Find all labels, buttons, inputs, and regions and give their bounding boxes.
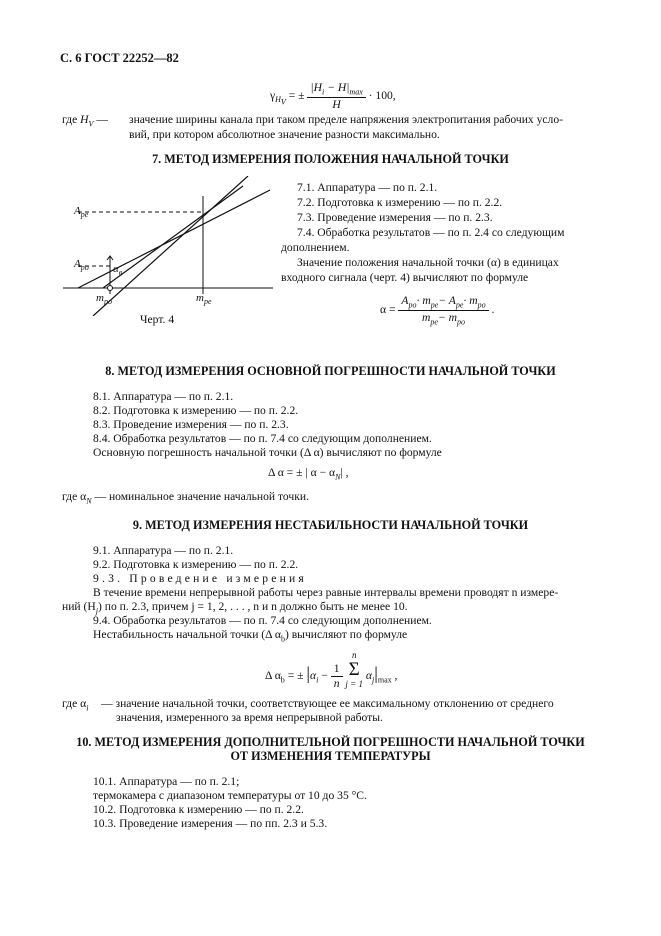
s9-item3: 9.3. Проведение измерения [93, 572, 307, 585]
s7-para2: входного сигнала (черт. 4) вычисляют по формуле [281, 271, 529, 284]
label-a-pe: $A_{pe}$ [74, 205, 89, 220]
s7-item4b: дополнением. [281, 241, 350, 254]
section10-title-line1: 10. МЕТОД ИЗМЕРЕНИЯ ДОПОЛНИТЕЛЬНОЙ ПОГРЕШНОСТИ НАЧАЛЬНОЙ ТОЧКИ [76, 735, 585, 749]
s9-item2: 9.2. Подготовка к измерению — по п. 2.2. [93, 558, 299, 571]
formula-delta-alpha: Δ α = ± | $\alpha - \alpha_N|$ , [268, 466, 349, 482]
s7-item4: 7.4. Обработка результатов — по п. 2.4 со следующим [297, 226, 565, 239]
s9-para3: Нестабильность начальной точки (Δ $\alpha_b$) вычисляют по формуле [93, 628, 408, 644]
s9-where-line2: значения, измеренного за время непрерывной работы. [116, 711, 383, 724]
s7-item1: 7.1. Аппаратура — по п. 2.1. [297, 181, 438, 194]
section7-title: 7. МЕТОД ИЗМЕРЕНИЯ ПОЛОЖЕНИЯ НАЧАЛЬНОЙ ТОЧКИ [152, 152, 509, 166]
s9-where: где $\alpha_i$ [62, 697, 89, 713]
label-alpha-b: $\alpha_в$ [113, 263, 123, 278]
formula-instability: Δ $\alpha_b$ = ± $|\alpha_i$ − $\frac{1}{n}$ n Σ j = 1 $\alpha_j|_{max}$ , [265, 650, 398, 690]
s8-item1: 8.1. Аппаратура — по п. 2.1. [93, 390, 234, 403]
label-m-pe: $m_{pe}$ [196, 292, 212, 307]
s7-item3: 7.3. Проведение измерения — по п. 2.3. [297, 211, 493, 224]
section8-title: 8. МЕТОД ИЗМЕРЕНИЯ ОСНОВНОЙ ПОГРЕШНОСТИ НАЧАЛЬНОЙ ТОЧКИ [105, 364, 556, 378]
s10-item2: 10.2. Подготовка к измерению — по п. 2.2. [93, 803, 304, 816]
s9-item1: 9.1. Аппаратура — по п. 2.1. [93, 544, 234, 557]
s8-item2: 8.2. Подготовка к измерению — по п. 2.2. [93, 404, 299, 417]
where-hv: где $H_V$ — [62, 113, 108, 129]
s9-where-line1: — значение начальной точки, соответствующее ее максимальному отклонению от среднего [101, 697, 554, 710]
figure-caption: Черт. 4 [140, 313, 175, 326]
s10-item1: 10.1. Аппаратура — по п. 2.1; [93, 775, 240, 788]
figure-4-chart [58, 176, 278, 316]
s8-where: где $\alpha_N$ — номинальное значение начальной точки. [62, 490, 309, 506]
formula-gamma: $\gamma_{H_V}$ = ± $\frac{|H_i - H|_{max}}{H}$ · 100, [270, 81, 396, 111]
s9-para1: В течение времени непрерывной работы через равные интервалы времени проводят n измере- [93, 586, 559, 599]
s7-item2: 7.2. Подготовка к измерению — по п. 2.2. [297, 196, 503, 209]
s9-item4: 9.4. Обработка результатов — по п. 7.4 со следующим дополнением. [93, 614, 432, 627]
s8-item4: 8.4. Обработка результатов — по п. 7.4 со следующим дополнением. [93, 432, 432, 445]
page-header: С. 6 ГОСТ 22252—82 [60, 51, 179, 65]
section10-title-line2: ОТ ИЗМЕНЕНИЯ ТЕМПЕРАТУРЫ [230, 749, 431, 763]
s10-item1b: термокамера с диапазоном температуры от 10 до 35 °С. [93, 789, 367, 802]
label-m-po: $m_{po}$ [96, 292, 112, 307]
s9-para2: ний $(H_j)$ по п. 2.3, причем j = 1, 2, . . . , n и n должно быть не менее 10. [62, 600, 408, 616]
where-hv-line2: вий, при котором абсолютное значение разности максимально. [129, 128, 440, 141]
section9-title: 9. МЕТОД ИЗМЕРЕНИЯ НЕСТАБИЛЬНОСТИ НАЧАЛЬНОЙ ТОЧКИ [132, 518, 529, 532]
s8-item3: 8.3. Проведение измерения — по п. 2.3. [93, 418, 289, 431]
s7-para1: Значение положения начальной точки (α) в единицах [297, 256, 559, 269]
where-hv-line1: значение ширины канала при таком пределе напряжения электропитания рабочих усло- [129, 113, 564, 126]
label-a-po: $A_{po}$ [74, 258, 89, 273]
s10-item3: 10.3. Проведение измерения — по пп. 2.3 и 5.3. [93, 817, 328, 830]
formula-alpha: α = $\frac{A_{po}\cdot m_{pe}- A_{pe}\cdot m_{po}}{m_{pe}- m_{po}}$ . [380, 294, 495, 327]
s8-para: Основную погрешность начальной точки (Δ α) вычисляют по формуле [93, 446, 442, 459]
